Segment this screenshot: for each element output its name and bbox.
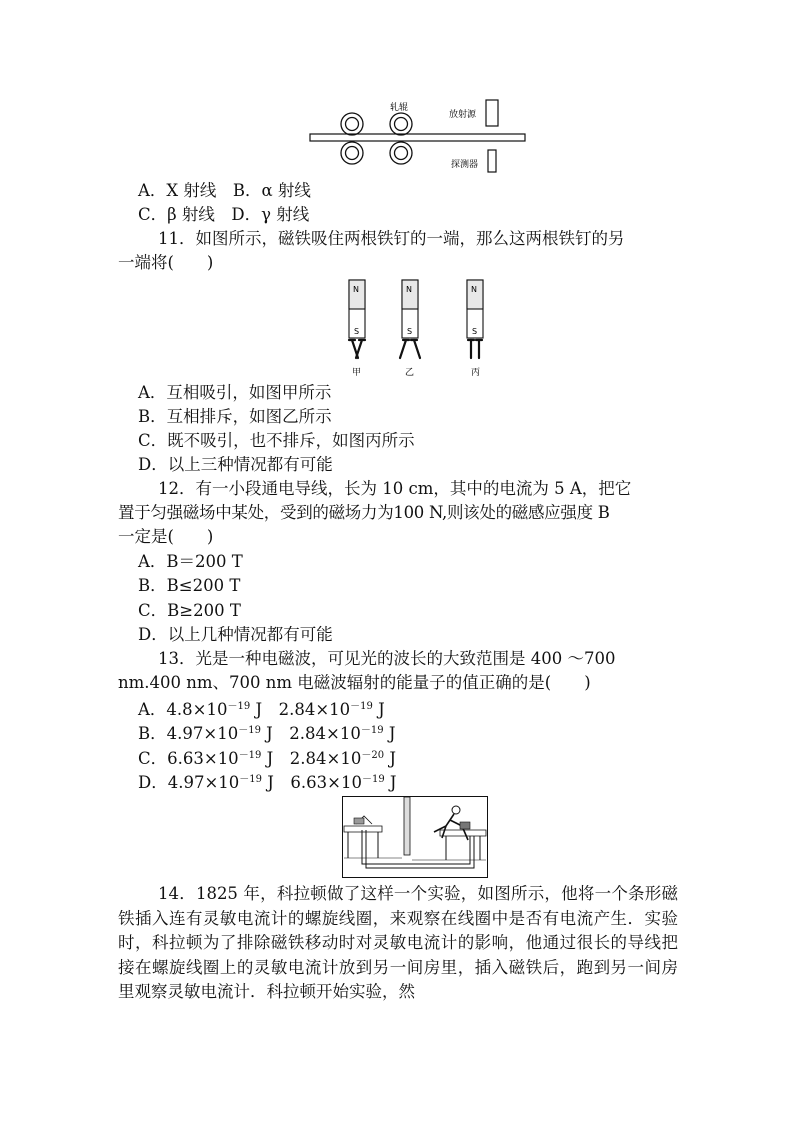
q12-stem-line2: 置于匀强磁场中某处，受到的磁场力为100 N,则该处的磁感应强度 B [118,503,610,522]
label-source: 放射源 [449,110,477,120]
q14-paragraph [118,882,678,1005]
q10-options-row2: C．β 射线 D．γ 射线 [138,205,310,224]
q11-stem-line1: 11．如图所示，磁铁吸住两根铁钉的一端，那么这两根铁钉的另 [158,229,625,248]
magnet-b-n: N [406,285,412,294]
q12-option-b: B．B≤200 T [138,576,241,595]
q13-option-b: B．$4.97\times 10^{-19}$ J $2.84\times 10^{-19}$ J [138,724,396,743]
q12-stem-line1: 12．有一小段通电导线，长为 10 cm，其中的电流为 5 A，把它 [158,479,632,498]
magnet-a-s: S [354,327,360,336]
magnet-c-s: S [472,327,478,336]
q10-options-row1: A．X 射线 B．α 射线 [138,181,311,200]
magnet-a-n: N [353,285,359,294]
q12-option-d: D．以上几种情况都有可能 [138,625,333,644]
caption-yi: 乙 [405,368,415,378]
caption-jia: 甲 [352,368,362,378]
rolling-mill-figure [300,92,540,177]
q11-stem-line2: 一端将( ) [118,253,214,272]
q11-option-c: C．既不吸引，也不排斥，如图丙所示 [138,431,415,450]
q13-stem-line2: nm.400 nm、700 nm 电磁波辐射的能量子的值正确的是( ) [118,673,591,692]
q13-option-a: A．$4.8\times 10^{-19}$ J $2.84\times 10^{-19}$ J [138,700,385,719]
q13-option-c: C．$6.63\times 10^{-19}$ J $2.84\times 10^{-20}$ J [138,749,396,768]
q12-option-c: C．B≥200 T [138,601,241,620]
q12-option-a: A．B＝200 T [138,552,243,571]
colladon-experiment-figure [342,796,488,878]
label-detector: 探测器 [451,160,479,170]
q14-text: 14．1825 年，科拉顿做了这样一个实验，如图所示，他将一个条形磁铁插入连有灵敏电流计的螺旋线圈，来观察在线圈中是否有电流产生．实验时，科拉顿为了排除磁铁移动时对灵敏电流计的影响，他通过很长的导线把接在螺旋线圈上的灵敏电流计放到另一间房里，插入磁铁后，跑到另一间房里观察灵敏电流计．科拉顿开始实验，然 [118,884,678,1001]
caption-bing: 丙 [471,368,481,378]
q11-option-b: B．互相排斥，如图乙所示 [138,407,332,426]
magnet-b-s: S [407,327,413,336]
magnet-nails-figure [335,278,495,380]
q12-stem-line3: 一定是( ) [118,527,214,546]
q13-stem-line1: 13．光是一种电磁波，可见光的波长的大致范围是 400 ～700 [158,649,616,668]
q13-option-d: D．$4.97\times 10^{-19}$ J $6.63\times 10^{-19}$ J [138,773,397,792]
q11-option-a: A．互相吸引，如图甲所示 [138,383,332,402]
q11-option-d: D．以上三种情况都有可能 [138,455,333,474]
label-rollers: 轧辊 [390,103,409,113]
magnet-c-n: N [471,285,477,294]
